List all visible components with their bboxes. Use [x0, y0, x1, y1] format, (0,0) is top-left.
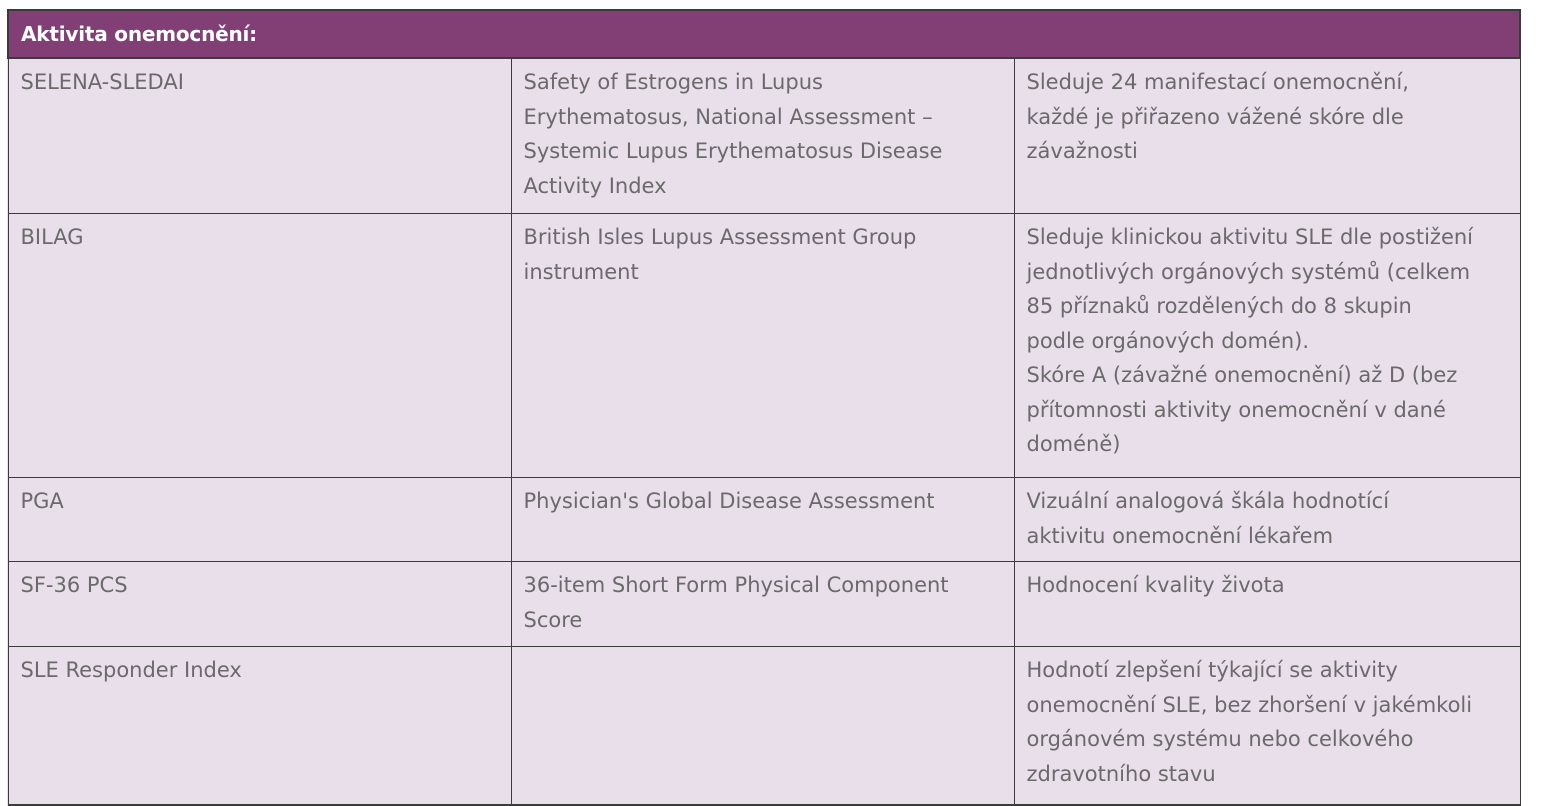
text-line: podle orgánových domén).: [1026, 328, 1310, 353]
text-line: Vizuální analogová škála hodnotící: [1026, 489, 1390, 513]
index-name-cell: PGA: [8, 478, 511, 562]
index-description-cell: [1014, 478, 1520, 562]
index-full-name-cell: [511, 478, 1014, 562]
text-line: jednotlivých orgánových systémů (celkem: [1026, 259, 1471, 284]
text-line: British Isles Lupus Assessment Group: [523, 225, 917, 249]
text-line: Skóre A (závažné onemocnění) až D (bez: [1026, 363, 1458, 387]
text-line: Physician's Global Disease Assessment: [523, 489, 935, 513]
table-row: [8, 214, 1520, 478]
index-description-cell: [1014, 214, 1520, 478]
text-line: Systemic Lupus Erythematosus Disease: [523, 139, 943, 163]
text-line: Score: [523, 607, 583, 632]
index-full-name-cell: [511, 647, 1014, 806]
text-line: Hodnocení kvality života: [1026, 573, 1285, 597]
index-description-cell: [1014, 58, 1520, 214]
index-full-name-cell: [511, 562, 1014, 647]
index-description-cell: [1014, 647, 1520, 806]
text-line: zdravotního stavu: [1026, 761, 1216, 786]
text-line: doméně): [1026, 432, 1121, 456]
index-full-name-cell: [511, 214, 1014, 478]
disease-activity-table: [7, 9, 1521, 806]
text-line: každé je přiřazeno vážené skóre dle: [1026, 104, 1404, 129]
text-line: přítomnosti aktivity onemocnění v dané: [1026, 397, 1446, 422]
table-row: [8, 58, 1520, 214]
text-line: Sleduje 24 manifestací onemocnění,: [1026, 70, 1409, 94]
text-line: Hodnotí zlepšení týkající se aktivity: [1026, 658, 1398, 682]
text-line: Sleduje klinickou aktivitu SLE dle postižení: [1026, 225, 1474, 249]
index-name-cell: SF-36 PCS: [8, 562, 511, 647]
text-line: aktivitu onemocnění lékařem: [1026, 523, 1334, 548]
text-line: 36-item Short Form Physical Component: [523, 573, 949, 597]
index-full-name-cell: [511, 58, 1014, 214]
text-line: Safety of Estrogens in Lupus: [523, 70, 823, 94]
text-line: Erythematosus, National Assessment –: [523, 104, 933, 129]
table-row: [8, 562, 1520, 647]
table-row: [8, 647, 1520, 806]
text-line: instrument: [523, 259, 639, 284]
index-description-cell: [1014, 562, 1520, 647]
text-line: 85 příznaků rozdělených do 8 skupin: [1026, 294, 1412, 318]
index-name-cell: BILAG: [8, 214, 511, 478]
disease-activity-table-wrapper: [7, 9, 1519, 806]
index-name-cell: SELENA-SLEDAI: [8, 58, 511, 214]
text-line: orgánovém systému nebo celkového: [1026, 727, 1414, 751]
table-header-row: [8, 10, 1520, 58]
index-name-cell: SLE Responder Index: [8, 647, 511, 806]
text-line: závažnosti: [1026, 139, 1138, 163]
table-header: Aktivita onemocnění:: [8, 10, 1520, 58]
table-row: [8, 478, 1520, 562]
text-line: Activity Index: [523, 173, 667, 198]
text-line: onemocnění SLE, bez zhoršení v jakémkoli: [1026, 692, 1473, 717]
